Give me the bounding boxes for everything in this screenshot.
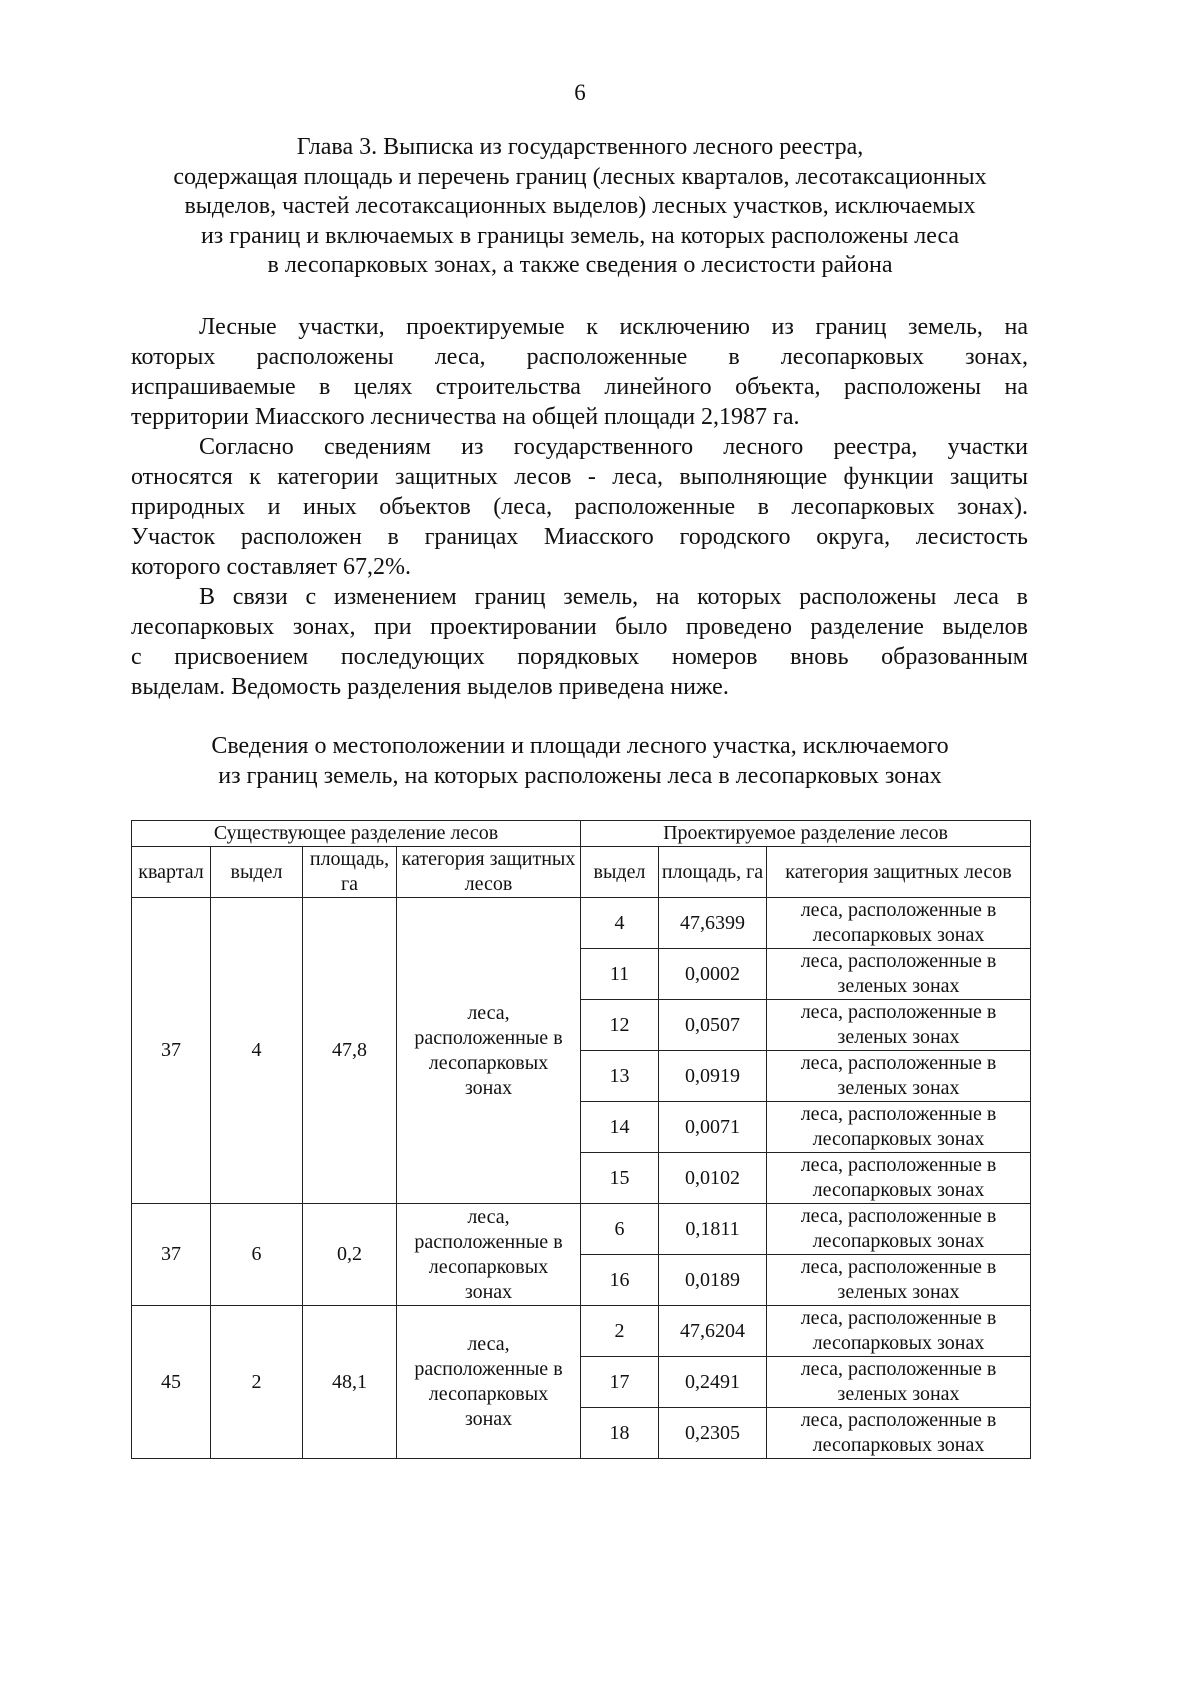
paragraph-line: лесопарковых зонах, при проектировании было проведено разделение выделов	[131, 614, 1028, 640]
paragraph-line: В связи с изменением границ земель, на которых расположены леса в	[199, 584, 1028, 610]
table-row	[132, 898, 1031, 949]
paragraph	[131, 582, 1028, 702]
body-text	[131, 312, 1028, 702]
col-new-category: категория защитных лесов	[767, 847, 1031, 898]
title-line: содержащая площадь и перечень границ (лесных кварталов, лесотаксационных	[173, 163, 987, 190]
projected-category: леса, расположенные в лесопарковых зонах	[767, 1408, 1031, 1459]
paragraph-line: территории Миасского лесничества на общей площади 2,1987 га.	[131, 404, 800, 430]
projected-vydel: 14	[581, 1102, 659, 1153]
paragraph-line: выделам. Ведомость разделения выделов приведена ниже.	[131, 674, 729, 700]
projected-area: 47,6399	[659, 898, 767, 949]
paragraph-line: природных и иных объектов (леса, расположенные в лесопарковых зонах).	[131, 494, 1028, 520]
paragraph-line: Согласно сведениям из государственного лесного реестра, участки	[199, 434, 1028, 460]
projected-area: 0,0919	[659, 1051, 767, 1102]
projected-vydel: 11	[581, 949, 659, 1000]
projected-vydel: 12	[581, 1000, 659, 1051]
projected-category: леса, расположенные в лесопарковых зонах	[767, 1153, 1031, 1204]
projected-category: леса, расположенные в лесопарковых зонах	[767, 1306, 1031, 1357]
paragraph-line: Участок расположен в границах Миасского городского округа, лесистость	[131, 524, 1028, 550]
projected-vydel: 15	[581, 1153, 659, 1204]
col-new-area: площадь, га	[659, 847, 767, 898]
projected-category: леса, расположенные в лесопарковых зонах	[767, 1204, 1031, 1255]
title-line: Глава 3. Выписка из государственного лесного реестра,	[296, 134, 864, 160]
existing-vydel: 4	[211, 898, 303, 1204]
existing-kvartal: 37	[132, 898, 211, 1204]
header-projected-division: Проектируемое разделение лесов	[581, 821, 1031, 847]
projected-vydel: 16	[581, 1255, 659, 1306]
projected-vydel: 17	[581, 1357, 659, 1408]
page-number: 6	[574, 80, 586, 105]
paragraph	[131, 432, 1028, 582]
existing-kvartal: 37	[132, 1204, 211, 1306]
projected-area: 0,1811	[659, 1204, 767, 1255]
projected-vydel: 13	[581, 1051, 659, 1102]
projected-category: леса, расположенные в лесопарковых зонах	[767, 898, 1031, 949]
paragraph-line: относятся к категории защитных лесов - леса, выполняющие функции защиты	[131, 464, 1028, 490]
existing-vydel: 2	[211, 1306, 303, 1459]
paragraph-line: с присвоением последующих порядковых номеров вновь образованным	[131, 644, 1028, 670]
paragraph-line: которого составляет 67,2%.	[131, 554, 412, 580]
projected-area: 47,6204	[659, 1306, 767, 1357]
col-kvartal: квартал	[132, 847, 211, 898]
existing-area: 47,8	[303, 898, 397, 1204]
existing-area: 0,2	[303, 1204, 397, 1306]
projected-vydel: 6	[581, 1204, 659, 1255]
existing-category: леса, расположенные в лесопарковых зонах	[397, 898, 581, 1204]
paragraph	[131, 312, 1028, 432]
projected-area: 0,0002	[659, 949, 767, 1000]
projected-area: 0,0507	[659, 1000, 767, 1051]
projected-area: 0,0102	[659, 1153, 767, 1204]
caption-line: Сведения о местоположении и площади лесного участка, исключаемого	[211, 733, 949, 759]
table-caption	[100, 731, 1060, 791]
existing-vydel: 6	[211, 1204, 303, 1306]
existing-category: леса, расположенные в лесопарковых зонах	[397, 1204, 581, 1306]
paragraph-line: которых расположены леса, расположенные в лесопарковых зонах,	[131, 344, 1028, 370]
chapter-title	[100, 133, 1060, 281]
col-area: площадь, га	[303, 847, 397, 898]
existing-kvartal: 45	[132, 1306, 211, 1459]
projected-area: 0,2491	[659, 1357, 767, 1408]
projected-category: леса, расположенные в зеленых зонах	[767, 1051, 1031, 1102]
header-existing-division: Существующее разделение лесов	[132, 821, 581, 847]
projected-vydel: 2	[581, 1306, 659, 1357]
paragraph-line: испрашиваемые в целях строительства линейного объекта, расположены на	[131, 374, 1028, 400]
forest-division-table	[131, 820, 1031, 1459]
title-line: в лесопарковых зонах, а также сведения о лесистости района	[267, 252, 893, 279]
projected-category: леса, расположенные в зеленых зонах	[767, 1357, 1031, 1408]
projected-vydel: 18	[581, 1408, 659, 1459]
title-line: из границ и включаемых в границы земель, на которых расположены леса	[200, 222, 960, 249]
col-new-vydel: выдел	[581, 847, 659, 898]
projected-category: леса, расположенные в лесопарковых зонах	[767, 1102, 1031, 1153]
title-line: выделов, частей лесотаксационных выделов) лесных участков, исключаемых	[184, 193, 976, 220]
table-row	[132, 1306, 1031, 1357]
projected-category: леса, расположенные в зеленых зонах	[767, 1000, 1031, 1051]
col-category: категория защитных лесов	[397, 847, 581, 898]
existing-area: 48,1	[303, 1306, 397, 1459]
projected-category: леса, расположенные в зеленых зонах	[767, 949, 1031, 1000]
projected-area: 0,2305	[659, 1408, 767, 1459]
projected-category: леса, расположенные в зеленых зонах	[767, 1255, 1031, 1306]
caption-line: из границ земель, на которых расположены леса в лесопарковых зонах	[218, 763, 942, 789]
projected-vydel: 4	[581, 898, 659, 949]
paragraph-line: Лесные участки, проектируемые к исключению из границ земель, на	[199, 314, 1028, 340]
projected-area: 0,0071	[659, 1102, 767, 1153]
projected-area: 0,0189	[659, 1255, 767, 1306]
col-vydel: выдел	[211, 847, 303, 898]
table-row	[132, 1204, 1031, 1255]
existing-category: леса, расположенные в лесопарковых зонах	[397, 1306, 581, 1459]
